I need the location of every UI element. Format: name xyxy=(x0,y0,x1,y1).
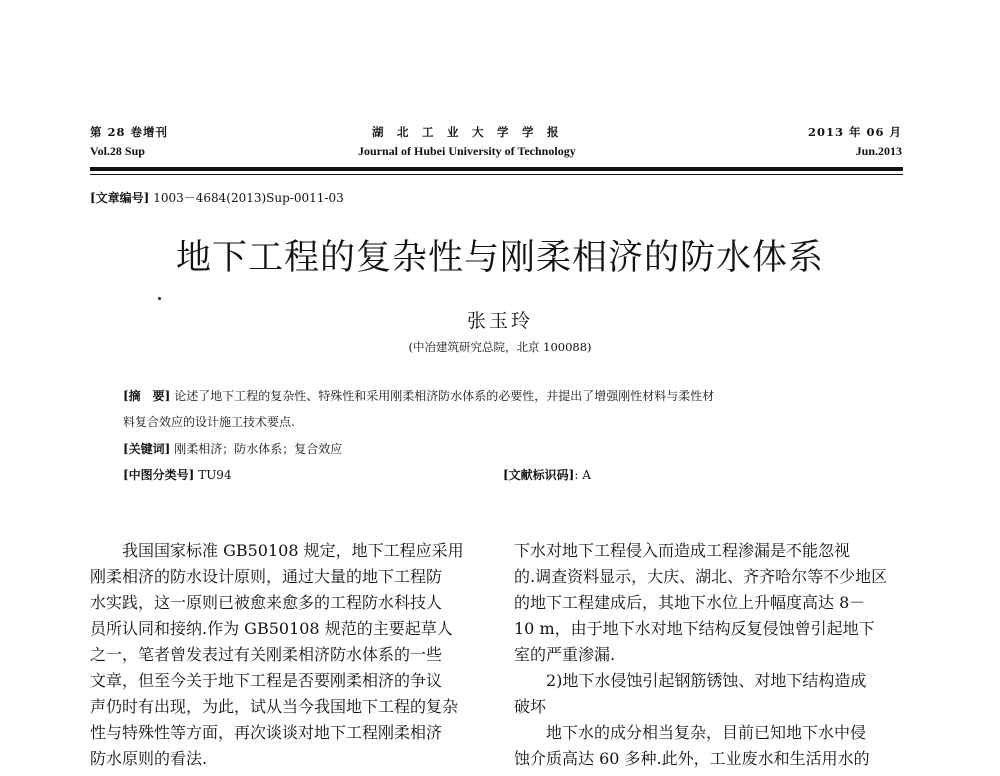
stray-dot xyxy=(158,297,161,300)
keywords-value: 刚柔相济；防水体系；复合效应 xyxy=(174,442,343,456)
document-code xyxy=(503,466,591,483)
article-number-label: [文章编号] xyxy=(90,191,150,205)
body-column-left xyxy=(90,538,490,772)
article-number-value: 1003－4684(2013)Sup-0011-03 xyxy=(153,191,344,205)
body-line: 刚柔相济的防水设计原则，通过大量的地下工程防 xyxy=(90,567,443,586)
body-line: 性与特殊性等方面，再次谈谈对地下工程刚柔相济 xyxy=(90,723,443,742)
body-line: 文章，但至今关于地下工程是否要刚柔相济的争议 xyxy=(90,671,443,690)
classification-value: TU94 xyxy=(198,468,232,482)
header-rule-thin xyxy=(90,174,903,175)
affiliation: (中冶建筑研究总院，北京 100088) xyxy=(408,340,592,354)
abstract-line-2: 料复合效应的设计施工技术要点. xyxy=(123,415,295,429)
volume-cn: 第 28 卷增刊 xyxy=(90,125,169,139)
volume-en: Vol.28 Sup xyxy=(90,144,145,158)
body-line: 我国国家标准 GB50108 规定，地下工程应采用 xyxy=(122,541,464,560)
keywords xyxy=(123,440,342,457)
document-code-label: [文献标识码] xyxy=(503,468,575,482)
section-heading-line: 2)地下水侵蚀引起钢筋锈蚀、对地下结构造成 xyxy=(546,671,867,690)
body-line: 地下水的成分相当复杂，目前已知地下水中侵 xyxy=(546,723,867,742)
classification-label: [中图分类号] xyxy=(123,468,195,482)
abstract-label: [摘 要] xyxy=(123,389,171,403)
body-line: 防水原则的看法. xyxy=(90,749,208,768)
body-line: 10 m，由于地下水对地下结构反复侵蚀曾引起地下 xyxy=(514,619,875,638)
body-line: 的地下工程建成后，其地下水位上升幅度高达 8－ xyxy=(514,593,866,612)
section-heading-line: 破坏 xyxy=(514,697,547,716)
document-code-value: : A xyxy=(574,468,591,482)
date-en: Jun.2013 xyxy=(855,144,902,158)
body-line: 之一，笔者曾发表过有关刚柔相济防水体系的一些 xyxy=(90,645,443,664)
body-line: 下水对地下工程侵入而造成工程渗漏是不能忽视 xyxy=(514,541,851,560)
body-column-right xyxy=(514,538,906,772)
body-line: 员所认同和接纳.作为 GB50108 规范的主要起草人 xyxy=(90,619,453,638)
paper-title: 地下工程的复杂性与刚柔相济的防水体系 xyxy=(175,238,824,278)
article-number xyxy=(90,189,344,206)
author: 张玉玲 xyxy=(466,310,533,332)
date-cn: 2013 年 06 月 xyxy=(807,125,902,139)
header-rule-thick xyxy=(90,167,903,171)
body-line: 的.调查资料显示，大庆、湖北、齐齐哈尔等不少地区 xyxy=(514,567,888,586)
body-line: 水实践，这一原则已被愈来愈多的工程防水科技人 xyxy=(90,593,443,612)
journal-name-cn: 湖 北 工 业 大 学 学 报 xyxy=(372,125,560,139)
keywords-label: [关键词] xyxy=(123,442,171,456)
journal-name-en: Journal of Hubei University of Technology xyxy=(358,144,576,158)
classification xyxy=(123,466,232,483)
body-line: 室的严重渗漏. xyxy=(514,645,616,664)
abstract-line-1 xyxy=(123,387,714,404)
body-line: 声仍时有出现，为此，试从当今我国地下工程的复杂 xyxy=(90,697,459,716)
body-line: 蚀介质高达 60 多种.此外，工业废水和生活用水的 xyxy=(514,749,870,768)
abstract-text-1: 论述了地下工程的复杂性、特殊性和采用刚柔相济防水体系的必要性，并提出了增强刚性材料与柔性材 xyxy=(174,389,715,403)
